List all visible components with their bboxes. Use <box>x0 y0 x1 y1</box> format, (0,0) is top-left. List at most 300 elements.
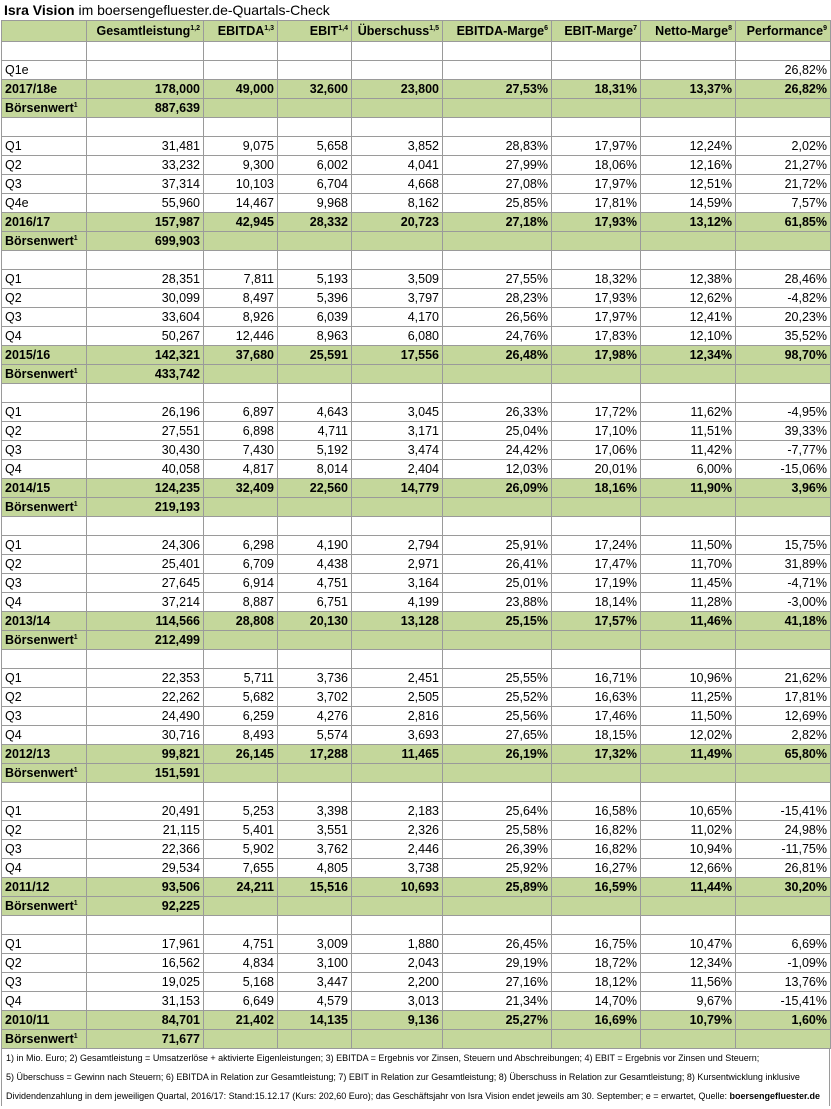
market-cap-footnote-ref: 1 <box>73 102 78 109</box>
empty-cell <box>443 498 552 517</box>
value-cell: 17,97% <box>552 308 641 327</box>
market-cap-label <box>2 99 87 118</box>
value-cell: 11,45% <box>641 574 736 593</box>
total-value-cell: 28,808 <box>204 612 278 631</box>
period-cell: Q1e <box>2 61 87 80</box>
value-cell: 40,058 <box>87 460 204 479</box>
table-row <box>2 137 831 156</box>
header-label: Performance <box>746 24 824 38</box>
header-cell <box>641 21 736 42</box>
value-cell: 11,02% <box>641 821 736 840</box>
empty-cell <box>641 232 736 251</box>
value-cell: 28,83% <box>443 137 552 156</box>
value-cell: 17,19% <box>552 574 641 593</box>
value-cell: 17,81% <box>736 688 831 707</box>
total-value-cell: 23,800 <box>352 80 443 99</box>
table-row <box>2 156 831 175</box>
empty-cell <box>443 232 552 251</box>
total-value-cell: 99,821 <box>87 745 204 764</box>
value-cell: 6,039 <box>278 308 352 327</box>
value-cell: 4,834 <box>204 954 278 973</box>
total-value-cell: 17,32% <box>552 745 641 764</box>
market-cap-value: 887,639 <box>87 99 204 118</box>
value-cell: 6,080 <box>352 327 443 346</box>
value-cell: 3,474 <box>352 441 443 460</box>
empty-cell <box>352 897 443 916</box>
period-cell: Q3 <box>2 175 87 194</box>
table-row <box>2 175 831 194</box>
table-row <box>2 289 831 308</box>
market-cap-row <box>2 232 831 251</box>
fiscal-year-cell: 2017/18e <box>2 80 87 99</box>
value-cell: 11,28% <box>641 593 736 612</box>
value-cell: 24,490 <box>87 707 204 726</box>
value-cell: 2,816 <box>352 707 443 726</box>
total-value-cell: 14,779 <box>352 479 443 498</box>
value-cell: -4,71% <box>736 574 831 593</box>
value-cell: 6,704 <box>278 175 352 194</box>
empty-cell <box>736 517 831 536</box>
empty-cell <box>736 99 831 118</box>
empty-cell <box>204 251 278 270</box>
value-cell: 23,88% <box>443 593 552 612</box>
spacer-row <box>2 650 831 669</box>
empty-cell <box>204 118 278 137</box>
value-cell: 26,82% <box>736 61 831 80</box>
value-cell: 37,314 <box>87 175 204 194</box>
empty-cell <box>87 650 204 669</box>
empty-cell <box>204 631 278 650</box>
empty-cell <box>87 42 204 61</box>
value-cell: 9,67% <box>641 992 736 1011</box>
value-cell: 16,82% <box>552 821 641 840</box>
total-value-cell: 26,82% <box>736 80 831 99</box>
value-cell: 16,58% <box>552 802 641 821</box>
value-cell: 2,326 <box>352 821 443 840</box>
market-cap-label <box>2 631 87 650</box>
market-cap-row <box>2 631 831 650</box>
total-value-cell: 26,19% <box>443 745 552 764</box>
spacer-row <box>2 916 831 935</box>
value-cell: -3,00% <box>736 593 831 612</box>
total-value-cell: 25,15% <box>443 612 552 631</box>
value-cell: 14,59% <box>641 194 736 213</box>
value-cell: 17,47% <box>552 555 641 574</box>
empty-cell <box>641 916 736 935</box>
value-cell: 25,55% <box>443 669 552 688</box>
market-cap-label-text: Börsenwert <box>5 101 74 115</box>
footnote-line-2: 5) Überschuss = Gewinn nach Steuern; 6) EBITDA in Relation zur Gesamtleistung; 7) EBIT in Relation zur Gesamtleistung; 8) Überschuss in Relation zur Gesamtleistung; 8) Kursentwicklung inklusive <box>6 1072 800 1082</box>
value-cell: 16,82% <box>552 840 641 859</box>
value-cell: 4,643 <box>278 403 352 422</box>
header-cell <box>443 21 552 42</box>
empty-cell <box>641 650 736 669</box>
total-value-cell: 17,556 <box>352 346 443 365</box>
empty-cell <box>352 365 443 384</box>
footnotes <box>1 1049 830 1106</box>
footnote-line-1: 1) in Mio. Euro; 2) Gesamtleistung = Umsatzerlöse + aktivierte Eigenleistungen; 3) EBITDA = Ergebnis vor Zinsen, Steuern und Abschreibungen; 4) EBIT = Ergebnis vor Zinsen und Steuern; <box>6 1053 760 1063</box>
empty-cell <box>443 631 552 650</box>
value-cell: 12,03% <box>443 460 552 479</box>
value-cell: 2,971 <box>352 555 443 574</box>
total-value-cell: 28,332 <box>278 213 352 232</box>
value-cell: 4,438 <box>278 555 352 574</box>
empty-cell <box>2 650 87 669</box>
value-cell: 21,34% <box>443 992 552 1011</box>
value-cell: 2,043 <box>352 954 443 973</box>
empty-cell <box>352 99 443 118</box>
empty-cell <box>443 650 552 669</box>
value-cell: 17,961 <box>87 935 204 954</box>
value-cell: 50,267 <box>87 327 204 346</box>
empty-cell <box>641 384 736 403</box>
fiscal-year-total-row <box>2 479 831 498</box>
value-cell: 10,96% <box>641 669 736 688</box>
value-cell: 11,56% <box>641 973 736 992</box>
empty-cell <box>87 251 204 270</box>
empty-cell <box>736 42 831 61</box>
empty-cell <box>278 517 352 536</box>
market-cap-value: 212,499 <box>87 631 204 650</box>
period-cell: Q4 <box>2 593 87 612</box>
value-cell: 8,963 <box>278 327 352 346</box>
empty-cell <box>204 365 278 384</box>
total-value-cell: 17,98% <box>552 346 641 365</box>
value-cell: 4,711 <box>278 422 352 441</box>
empty-cell <box>352 251 443 270</box>
value-cell: 11,51% <box>641 422 736 441</box>
value-cell: 12,10% <box>641 327 736 346</box>
value-cell: 26,56% <box>443 308 552 327</box>
header-footnote-ref: 9 <box>823 25 827 32</box>
empty-cell <box>204 384 278 403</box>
value-cell: 21,115 <box>87 821 204 840</box>
table-row <box>2 935 831 954</box>
fiscal-year-cell: 2011/12 <box>2 878 87 897</box>
period-cell: Q2 <box>2 156 87 175</box>
value-cell: 30,430 <box>87 441 204 460</box>
value-cell: 26,81% <box>736 859 831 878</box>
value-cell: -15,06% <box>736 460 831 479</box>
total-value-cell: 15,516 <box>278 878 352 897</box>
quarterly-table <box>1 20 831 1049</box>
value-cell: 12,24% <box>641 137 736 156</box>
value-cell: 5,253 <box>204 802 278 821</box>
total-value-cell: 61,85% <box>736 213 831 232</box>
total-value-cell: 26,145 <box>204 745 278 764</box>
header-row <box>2 21 831 42</box>
value-cell: 24,76% <box>443 327 552 346</box>
empty-cell <box>352 650 443 669</box>
company-name: Isra Vision <box>4 2 75 18</box>
value-cell: 3,509 <box>352 270 443 289</box>
value-cell: 2,404 <box>352 460 443 479</box>
market-cap-label <box>2 897 87 916</box>
value-cell: 17,10% <box>552 422 641 441</box>
value-cell: 25,91% <box>443 536 552 555</box>
value-cell: 17,72% <box>552 403 641 422</box>
period-cell: Q3 <box>2 973 87 992</box>
value-cell: 30,099 <box>87 289 204 308</box>
value-cell: 18,06% <box>552 156 641 175</box>
period-cell: Q2 <box>2 555 87 574</box>
fiscal-year-total-row <box>2 1011 831 1030</box>
table-row <box>2 574 831 593</box>
value-cell: 2,200 <box>352 973 443 992</box>
empty-cell <box>204 650 278 669</box>
value-cell: 25,58% <box>443 821 552 840</box>
value-cell <box>278 61 352 80</box>
value-cell: 7,811 <box>204 270 278 289</box>
market-cap-label <box>2 498 87 517</box>
value-cell: 4,751 <box>278 574 352 593</box>
value-cell: 25,56% <box>443 707 552 726</box>
header-label: Gesamtleistung <box>96 24 191 38</box>
period-cell: Q3 <box>2 707 87 726</box>
value-cell: 12,16% <box>641 156 736 175</box>
value-cell: 14,467 <box>204 194 278 213</box>
table-row <box>2 992 831 1011</box>
empty-cell <box>552 650 641 669</box>
value-cell: 1,880 <box>352 935 443 954</box>
value-cell: 25,52% <box>443 688 552 707</box>
empty-cell <box>204 916 278 935</box>
value-cell: 25,92% <box>443 859 552 878</box>
value-cell: 10,103 <box>204 175 278 194</box>
empty-cell <box>552 498 641 517</box>
market-cap-label <box>2 232 87 251</box>
value-cell: 31,153 <box>87 992 204 1011</box>
total-value-cell: 142,321 <box>87 346 204 365</box>
empty-cell <box>204 42 278 61</box>
value-cell: 2,82% <box>736 726 831 745</box>
total-value-cell: 26,48% <box>443 346 552 365</box>
period-cell: Q4 <box>2 859 87 878</box>
market-cap-footnote-ref: 1 <box>73 235 78 242</box>
value-cell: 4,276 <box>278 707 352 726</box>
total-value-cell: 98,70% <box>736 346 831 365</box>
value-cell: 3,164 <box>352 574 443 593</box>
total-value-cell: 20,130 <box>278 612 352 631</box>
empty-cell <box>278 232 352 251</box>
value-cell: 6,709 <box>204 555 278 574</box>
empty-cell <box>641 42 736 61</box>
empty-cell <box>87 916 204 935</box>
empty-cell <box>2 783 87 802</box>
value-cell: 31,89% <box>736 555 831 574</box>
total-value-cell: 27,18% <box>443 213 552 232</box>
value-cell: 28,351 <box>87 270 204 289</box>
fiscal-year-cell: 2014/15 <box>2 479 87 498</box>
empty-cell <box>278 783 352 802</box>
page-title <box>0 0 831 20</box>
value-cell: 18,72% <box>552 954 641 973</box>
value-cell: 33,232 <box>87 156 204 175</box>
total-value-cell: 11,90% <box>641 479 736 498</box>
total-value-cell: 13,128 <box>352 612 443 631</box>
value-cell: 27,551 <box>87 422 204 441</box>
market-cap-value: 699,903 <box>87 232 204 251</box>
value-cell: 22,366 <box>87 840 204 859</box>
value-cell: 12,66% <box>641 859 736 878</box>
value-cell: -1,09% <box>736 954 831 973</box>
value-cell: 13,76% <box>736 973 831 992</box>
market-cap-label-text: Börsenwert <box>5 500 74 514</box>
table-row <box>2 460 831 479</box>
market-cap-footnote-ref: 1 <box>73 767 78 774</box>
value-cell: 22,262 <box>87 688 204 707</box>
value-cell: 3,738 <box>352 859 443 878</box>
value-cell: 3,100 <box>278 954 352 973</box>
market-cap-row <box>2 1030 831 1049</box>
header-label: Netto-Marge <box>655 24 729 38</box>
total-value-cell: 11,46% <box>641 612 736 631</box>
total-value-cell: 84,701 <box>87 1011 204 1030</box>
fiscal-year-cell: 2013/14 <box>2 612 87 631</box>
value-cell: 12,69% <box>736 707 831 726</box>
value-cell: 5,658 <box>278 137 352 156</box>
value-cell: 21,72% <box>736 175 831 194</box>
value-cell: 20,491 <box>87 802 204 821</box>
value-cell: 24,98% <box>736 821 831 840</box>
empty-cell <box>204 897 278 916</box>
market-cap-row <box>2 99 831 118</box>
empty-cell <box>641 251 736 270</box>
empty-cell <box>443 1030 552 1049</box>
header-label: Überschuss <box>357 24 430 38</box>
value-cell: 2,02% <box>736 137 831 156</box>
empty-cell <box>443 764 552 783</box>
market-cap-footnote-ref: 1 <box>73 501 78 508</box>
total-value-cell: 18,16% <box>552 479 641 498</box>
period-cell: Q4e <box>2 194 87 213</box>
empty-cell <box>352 498 443 517</box>
value-cell: 12,41% <box>641 308 736 327</box>
value-cell: 16,71% <box>552 669 641 688</box>
value-cell: 6,751 <box>278 593 352 612</box>
value-cell: 7,655 <box>204 859 278 878</box>
value-cell: 3,045 <box>352 403 443 422</box>
table-row <box>2 327 831 346</box>
value-cell: 12,51% <box>641 175 736 194</box>
total-value-cell: 9,136 <box>352 1011 443 1030</box>
period-cell: Q2 <box>2 289 87 308</box>
total-value-cell: 157,987 <box>87 213 204 232</box>
header-cell <box>278 21 352 42</box>
value-cell: 3,693 <box>352 726 443 745</box>
period-cell: Q3 <box>2 840 87 859</box>
value-cell: 3,398 <box>278 802 352 821</box>
market-cap-footnote-ref: 1 <box>73 368 78 375</box>
value-cell: 29,19% <box>443 954 552 973</box>
period-cell: Q2 <box>2 954 87 973</box>
empty-cell <box>641 517 736 536</box>
empty-cell <box>278 365 352 384</box>
table-row <box>2 859 831 878</box>
fiscal-year-total-row <box>2 612 831 631</box>
empty-cell <box>736 118 831 137</box>
empty-cell <box>552 916 641 935</box>
value-cell: 17,83% <box>552 327 641 346</box>
empty-cell <box>87 517 204 536</box>
spacer-row <box>2 384 831 403</box>
value-cell: 27,65% <box>443 726 552 745</box>
empty-cell <box>736 631 831 650</box>
period-cell: Q1 <box>2 270 87 289</box>
value-cell: -7,77% <box>736 441 831 460</box>
value-cell: 3,852 <box>352 137 443 156</box>
header-footnote-ref: 1,2 <box>190 25 200 32</box>
value-cell: 7,430 <box>204 441 278 460</box>
total-value-cell: 42,945 <box>204 213 278 232</box>
empty-cell <box>2 118 87 137</box>
empty-cell <box>278 764 352 783</box>
total-value-cell: 22,560 <box>278 479 352 498</box>
value-cell: 10,65% <box>641 802 736 821</box>
spacer-row <box>2 118 831 137</box>
value-cell: 2,505 <box>352 688 443 707</box>
value-cell: 20,01% <box>552 460 641 479</box>
value-cell: 7,57% <box>736 194 831 213</box>
value-cell <box>87 61 204 80</box>
value-cell: 12,02% <box>641 726 736 745</box>
period-cell: Q4 <box>2 460 87 479</box>
value-cell: 10,94% <box>641 840 736 859</box>
table-row <box>2 954 831 973</box>
value-cell: 3,762 <box>278 840 352 859</box>
value-cell: 11,50% <box>641 707 736 726</box>
value-cell: 3,009 <box>278 935 352 954</box>
value-cell <box>641 61 736 80</box>
value-cell: 12,34% <box>641 954 736 973</box>
value-cell: 9,968 <box>278 194 352 213</box>
empty-cell <box>641 365 736 384</box>
period-cell: Q1 <box>2 403 87 422</box>
total-value-cell: 25,27% <box>443 1011 552 1030</box>
value-cell: 4,199 <box>352 593 443 612</box>
empty-cell <box>278 42 352 61</box>
value-cell: 6,914 <box>204 574 278 593</box>
period-cell: Q3 <box>2 308 87 327</box>
period-cell: Q1 <box>2 536 87 555</box>
header-footnote-ref: 1,4 <box>338 25 348 32</box>
empty-cell <box>736 764 831 783</box>
value-cell: 35,52% <box>736 327 831 346</box>
market-cap-label-text: Börsenwert <box>5 899 74 913</box>
period-cell: Q1 <box>2 669 87 688</box>
total-value-cell: 178,000 <box>87 80 204 99</box>
header-footnote-ref: 6 <box>544 25 548 32</box>
total-value-cell: 3,96% <box>736 479 831 498</box>
total-value-cell: 11,44% <box>641 878 736 897</box>
total-value-cell: 11,465 <box>352 745 443 764</box>
value-cell: 12,446 <box>204 327 278 346</box>
value-cell: 30,716 <box>87 726 204 745</box>
table-row <box>2 441 831 460</box>
value-cell: 55,960 <box>87 194 204 213</box>
value-cell: 11,70% <box>641 555 736 574</box>
market-cap-footnote-ref: 1 <box>73 900 78 907</box>
total-value-cell: 14,135 <box>278 1011 352 1030</box>
table-row <box>2 422 831 441</box>
market-cap-label <box>2 764 87 783</box>
total-value-cell: 30,20% <box>736 878 831 897</box>
fiscal-year-total-row <box>2 878 831 897</box>
empty-cell <box>352 42 443 61</box>
value-cell: 26,41% <box>443 555 552 574</box>
empty-cell <box>552 1030 641 1049</box>
empty-cell <box>443 42 552 61</box>
